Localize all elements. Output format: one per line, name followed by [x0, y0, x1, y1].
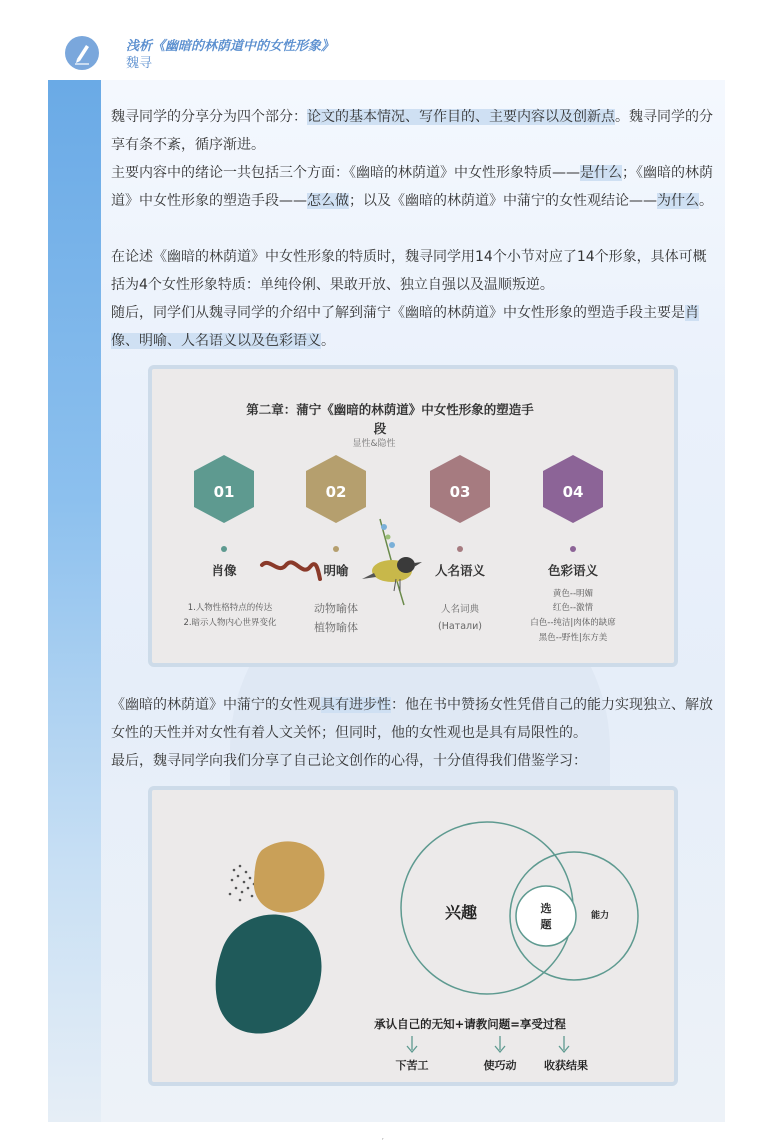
slide1-title-line2: 段	[373, 421, 387, 436]
topic-circle	[516, 886, 576, 946]
item-03-desc-2: (Натали)	[438, 621, 482, 632]
ochre-paint-blob	[254, 841, 325, 912]
item-04-desc-2: 红色--激情	[552, 603, 594, 613]
hexagon-04-number: 04	[562, 483, 584, 501]
slide1-title-line1: 第二章：蒲宁《幽暗的林荫道》中女性形象的塑造手	[246, 402, 534, 417]
item-02-desc-2: 植物喻体	[314, 621, 358, 634]
item-01-label: 肖像	[211, 563, 237, 578]
dots-decoration	[229, 865, 258, 902]
item-01-desc-2: 2.暗示人物内心世界变化	[183, 618, 277, 628]
item-04-desc-3: 白色--纯洁|肉体的缺席	[530, 618, 616, 628]
hexagon-04	[543, 455, 603, 552]
item-01-desc-1: 1.人物性格特点的传达	[187, 603, 273, 613]
slide2-caption: 承认自己的无知+请教问题=享受过程	[374, 1017, 566, 1031]
slide-image-chapter2	[148, 365, 678, 667]
venn-topic-label-1: 选	[540, 902, 552, 915]
hexagon-03	[430, 455, 490, 552]
paragraph-5: 《幽暗的林荫道》中蒲宁的女性观具有进步性：他在书中赞扬女性凭借自己的能力实现独立、解放女性的天性并对女性有着人文关怀；但同时，他的女性观也是具有局限性的。	[111, 697, 713, 741]
paragraph-3: 在论述《幽暗的林荫道》中女性形象的特质时，魏寻同学用14个小节对应了14个形象，具体可概括为4个女性形象特质：单纯伶俐、果敢开放、独立自强以及温顺叛逆。	[111, 249, 707, 293]
slide1-subtitle: 显性&隐性	[352, 439, 396, 449]
paragraph-1: 魏寻同学的分享分为四个部分：论文的基本情况、写作目的、主要内容以及创新点。魏寻同学的分享有条不紊，循序渐进。	[111, 109, 713, 153]
teal-paint-blob	[216, 915, 322, 1034]
hexagon-01-number: 01	[213, 483, 235, 501]
paragraph-6: 最后，魏寻同学向我们分享了自己论文创作的心得，十分值得我们借鉴学习：	[111, 753, 587, 769]
pen-icon	[65, 36, 99, 70]
venn-interest-label: 兴趣	[444, 903, 478, 922]
hexagon-02	[306, 455, 366, 552]
paragraph-4: 随后，同学们从魏寻同学的介绍中了解到蒲宁《幽暗的林荫道》中女性形象的塑造手段主要是肖像、明喻、人名语义以及色彩语义。	[111, 305, 699, 349]
hexagon-03-number: 03	[449, 483, 471, 501]
item-04-desc-1: 黄色--明媚	[552, 589, 594, 599]
article-author: 魏寻	[126, 56, 153, 71]
paragraph-2: 主要内容中的绪论一共包括三个方面：《幽暗的林荫道》中女性形象特质——是什么；《幽暗的林荫道》中女性形象的塑造手段——怎么做；以及《幽暗的林荫道》中蒲宁的女性观结论——为什么。	[111, 165, 713, 209]
worm-illustration	[262, 562, 320, 579]
item-04-label: 色彩语义	[547, 563, 599, 578]
slide-image-reflections	[148, 786, 678, 1086]
article-header	[0, 0, 772, 80]
down-arrow-icon	[495, 1036, 505, 1052]
side-decoration-bar	[48, 80, 101, 1122]
item-02-label: 明喻	[323, 563, 349, 578]
article-title: 浅析《幽暗的林荫道中的女性形象》	[126, 39, 335, 54]
bird-illustration	[362, 519, 422, 605]
step-3-label: 收获结果	[544, 1059, 588, 1072]
hexagon-01	[194, 455, 254, 552]
item-04-desc-4: 黑色--野性|东方美	[538, 633, 608, 643]
down-arrow-icon	[559, 1036, 569, 1052]
venn-topic-label-2: 题	[540, 918, 552, 931]
hexagon-02-number: 02	[325, 483, 347, 501]
item-02-desc-1: 动物喻体	[314, 602, 358, 615]
venn-ability-label: 能力	[590, 911, 610, 921]
step-1-label: 下苦工	[395, 1059, 429, 1072]
item-03-label: 人名语义	[434, 563, 486, 578]
step-2-label: 使巧动	[483, 1059, 517, 1072]
item-03-desc-1: 人名词典	[440, 604, 480, 615]
down-arrow-icon	[407, 1036, 417, 1052]
